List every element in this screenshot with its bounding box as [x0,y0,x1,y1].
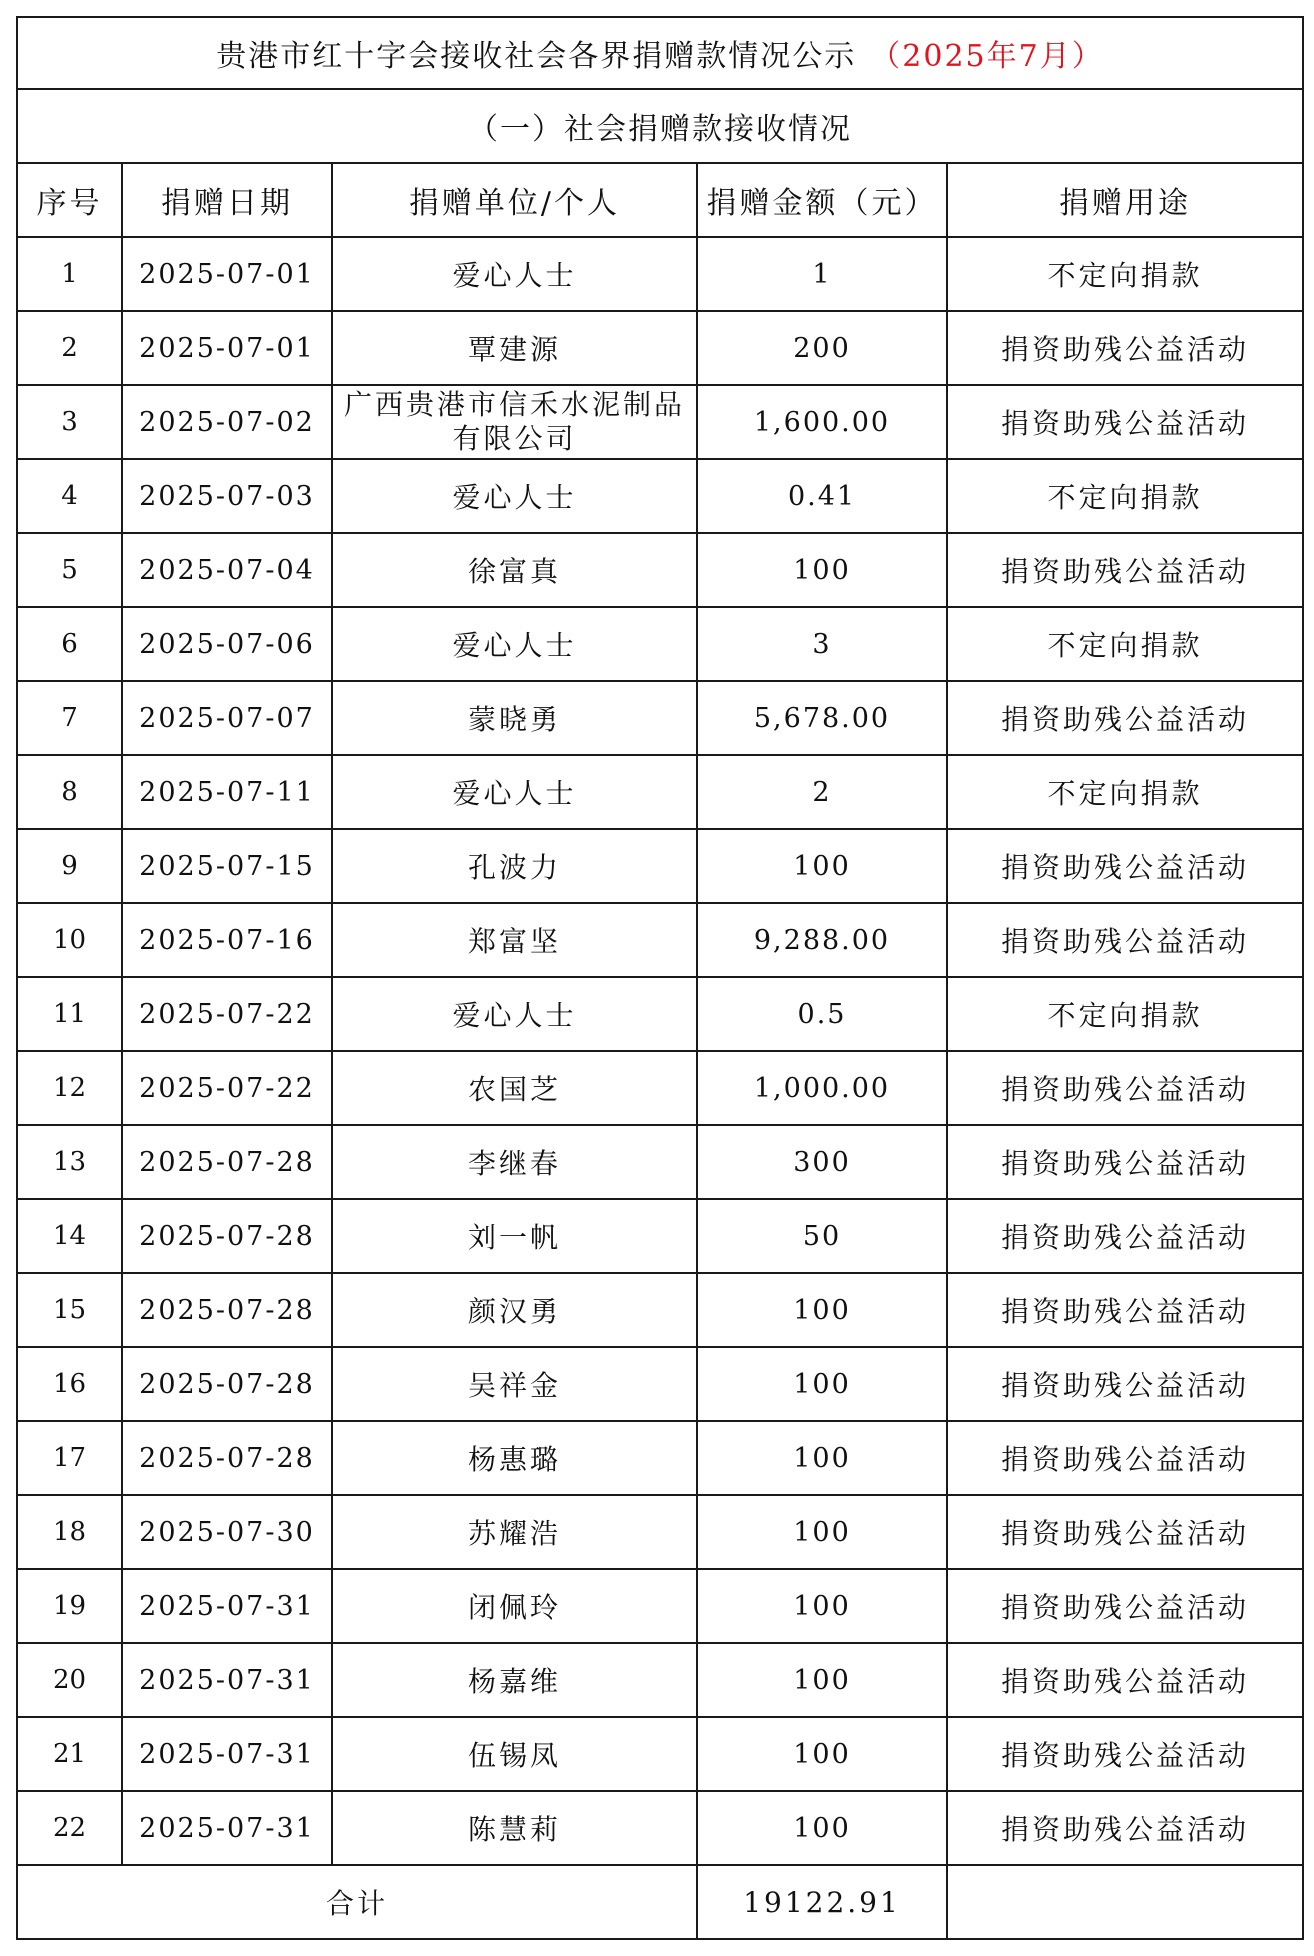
total-row [17,1865,1303,1939]
cell-purpose: 不定向捐款 [947,755,1303,829]
cell-amount: 100 [697,1347,947,1421]
total-label: 合计 [17,1865,697,1939]
cell-purpose: 捐资助残公益活动 [947,1643,1303,1717]
cell-date: 2025-07-28 [122,1421,332,1495]
cell-purpose: 捐资助残公益活动 [947,1717,1303,1791]
cell-donor: 徐富真 [332,533,697,607]
cell-amount: 0.41 [697,459,947,533]
cell-donor: 爱心人士 [332,237,697,311]
table-row [17,1273,1303,1347]
cell-purpose: 不定向捐款 [947,237,1303,311]
cell-purpose: 捐资助残公益活动 [947,903,1303,977]
cell-donor: 闭佩玲 [332,1569,697,1643]
cell-seq: 9 [17,829,122,903]
cell-amount: 300 [697,1125,947,1199]
cell-donor: 爱心人士 [332,459,697,533]
cell-purpose: 捐资助残公益活动 [947,1273,1303,1347]
cell-donor: 刘一帆 [332,1199,697,1273]
cell-donor: 蒙晓勇 [332,681,697,755]
cell-amount: 9,288.00 [697,903,947,977]
cell-date: 2025-07-11 [122,755,332,829]
column-header-date: 捐赠日期 [122,163,332,237]
cell-amount: 1 [697,237,947,311]
cell-donor: 吴祥金 [332,1347,697,1421]
table-row [17,459,1303,533]
cell-donor: 爱心人士 [332,977,697,1051]
cell-seq: 14 [17,1199,122,1273]
cell-date: 2025-07-15 [122,829,332,903]
cell-seq: 15 [17,1273,122,1347]
cell-date: 2025-07-04 [122,533,332,607]
cell-amount: 1,600.00 [697,385,947,459]
cell-purpose: 不定向捐款 [947,977,1303,1051]
cell-donor: 杨嘉维 [332,1643,697,1717]
column-header-amount: 捐赠金额（元） [697,163,947,237]
table-row [17,1495,1303,1569]
cell-purpose: 捐资助残公益活动 [947,311,1303,385]
donation-table [16,16,1304,1940]
cell-seq: 12 [17,1051,122,1125]
table-row [17,829,1303,903]
cell-seq: 19 [17,1569,122,1643]
table-row [17,385,1303,459]
cell-purpose: 捐资助残公益活动 [947,1421,1303,1495]
cell-donor: 李继春 [332,1125,697,1199]
page-title [17,17,1303,89]
total-purpose [947,1865,1303,1939]
table-row [17,1643,1303,1717]
column-header-seq: 序号 [17,163,122,237]
cell-date: 2025-07-31 [122,1569,332,1643]
table-row [17,1791,1303,1865]
cell-amount: 5,678.00 [697,681,947,755]
cell-purpose: 捐资助残公益活动 [947,1051,1303,1125]
cell-seq: 6 [17,607,122,681]
table-body [17,17,1303,1939]
cell-date: 2025-07-28 [122,1347,332,1421]
cell-seq: 18 [17,1495,122,1569]
table-row [17,903,1303,977]
cell-seq: 10 [17,903,122,977]
cell-amount: 3 [697,607,947,681]
cell-date: 2025-07-03 [122,459,332,533]
cell-purpose: 捐资助残公益活动 [947,533,1303,607]
table-row [17,1199,1303,1273]
cell-seq: 17 [17,1421,122,1495]
cell-date: 2025-07-22 [122,977,332,1051]
table-row [17,1125,1303,1199]
cell-purpose: 捐资助残公益活动 [947,681,1303,755]
cell-seq: 13 [17,1125,122,1199]
cell-amount: 50 [697,1199,947,1273]
cell-donor: 孔波力 [332,829,697,903]
cell-amount: 100 [697,1569,947,1643]
cell-seq: 11 [17,977,122,1051]
cell-amount: 0.5 [697,977,947,1051]
cell-date: 2025-07-28 [122,1273,332,1347]
cell-date: 2025-07-01 [122,237,332,311]
cell-purpose: 捐资助残公益活动 [947,829,1303,903]
cell-amount: 1,000.00 [697,1051,947,1125]
table-row [17,607,1303,681]
table-row [17,311,1303,385]
cell-date: 2025-07-28 [122,1125,332,1199]
cell-seq: 22 [17,1791,122,1865]
cell-donor: 伍锡凤 [332,1717,697,1791]
cell-date: 2025-07-07 [122,681,332,755]
cell-donor: 郑富坚 [332,903,697,977]
cell-amount: 100 [697,829,947,903]
table-row [17,1717,1303,1791]
cell-seq: 21 [17,1717,122,1791]
cell-seq: 7 [17,681,122,755]
cell-date: 2025-07-01 [122,311,332,385]
cell-purpose: 捐资助残公益活动 [947,1569,1303,1643]
title-main: 贵港市红十字会接收社会各界捐赠款情况公示 [216,39,857,74]
cell-amount: 200 [697,311,947,385]
cell-donor: 农国芝 [332,1051,697,1125]
section-row [17,89,1303,163]
cell-donor: 陈慧莉 [332,1791,697,1865]
cell-date: 2025-07-31 [122,1643,332,1717]
cell-seq: 20 [17,1643,122,1717]
cell-amount: 100 [697,1791,947,1865]
total-amount: 19122.91 [697,1865,947,1939]
cell-date: 2025-07-28 [122,1199,332,1273]
cell-purpose: 捐资助残公益活动 [947,1791,1303,1865]
table-row [17,1569,1303,1643]
cell-amount: 100 [697,1643,947,1717]
cell-purpose: 捐资助残公益活动 [947,1495,1303,1569]
cell-seq: 8 [17,755,122,829]
cell-amount: 100 [697,1495,947,1569]
cell-date: 2025-07-31 [122,1791,332,1865]
cell-seq: 4 [17,459,122,533]
cell-purpose: 捐资助残公益活动 [947,1199,1303,1273]
cell-donor: 广西贵港市信禾水泥制品有限公司 [332,385,697,459]
cell-purpose: 不定向捐款 [947,459,1303,533]
cell-donor: 杨惠璐 [332,1421,697,1495]
cell-amount: 100 [697,1273,947,1347]
table-row [17,533,1303,607]
table-row [17,1051,1303,1125]
cell-donor: 爱心人士 [332,755,697,829]
cell-seq: 1 [17,237,122,311]
cell-purpose: 捐资助残公益活动 [947,385,1303,459]
cell-date: 2025-07-22 [122,1051,332,1125]
table-row [17,681,1303,755]
cell-amount: 100 [697,1421,947,1495]
cell-seq: 2 [17,311,122,385]
table-row [17,1421,1303,1495]
title-year: （2025年7月） [870,39,1104,74]
title-row [17,17,1303,89]
table-row [17,237,1303,311]
cell-amount: 100 [697,533,947,607]
cell-date: 2025-07-16 [122,903,332,977]
cell-seq: 5 [17,533,122,607]
cell-seq: 16 [17,1347,122,1421]
cell-date: 2025-07-02 [122,385,332,459]
cell-amount: 100 [697,1717,947,1791]
cell-donor: 颜汉勇 [332,1273,697,1347]
header-row [17,163,1303,237]
cell-date: 2025-07-06 [122,607,332,681]
table-row [17,1347,1303,1421]
cell-donor: 苏耀浩 [332,1495,697,1569]
column-header-purpose: 捐赠用途 [947,163,1303,237]
cell-donor: 覃建源 [332,311,697,385]
cell-seq: 3 [17,385,122,459]
cell-donor: 爱心人士 [332,607,697,681]
section-title: （一）社会捐赠款接收情况 [17,89,1303,163]
column-header-donor: 捐赠单位/个人 [332,163,697,237]
cell-purpose: 捐资助残公益活动 [947,1347,1303,1421]
cell-date: 2025-07-30 [122,1495,332,1569]
cell-purpose: 不定向捐款 [947,607,1303,681]
cell-date: 2025-07-31 [122,1717,332,1791]
cell-purpose: 捐资助残公益活动 [947,1125,1303,1199]
table-row [17,755,1303,829]
table-row [17,977,1303,1051]
cell-amount: 2 [697,755,947,829]
